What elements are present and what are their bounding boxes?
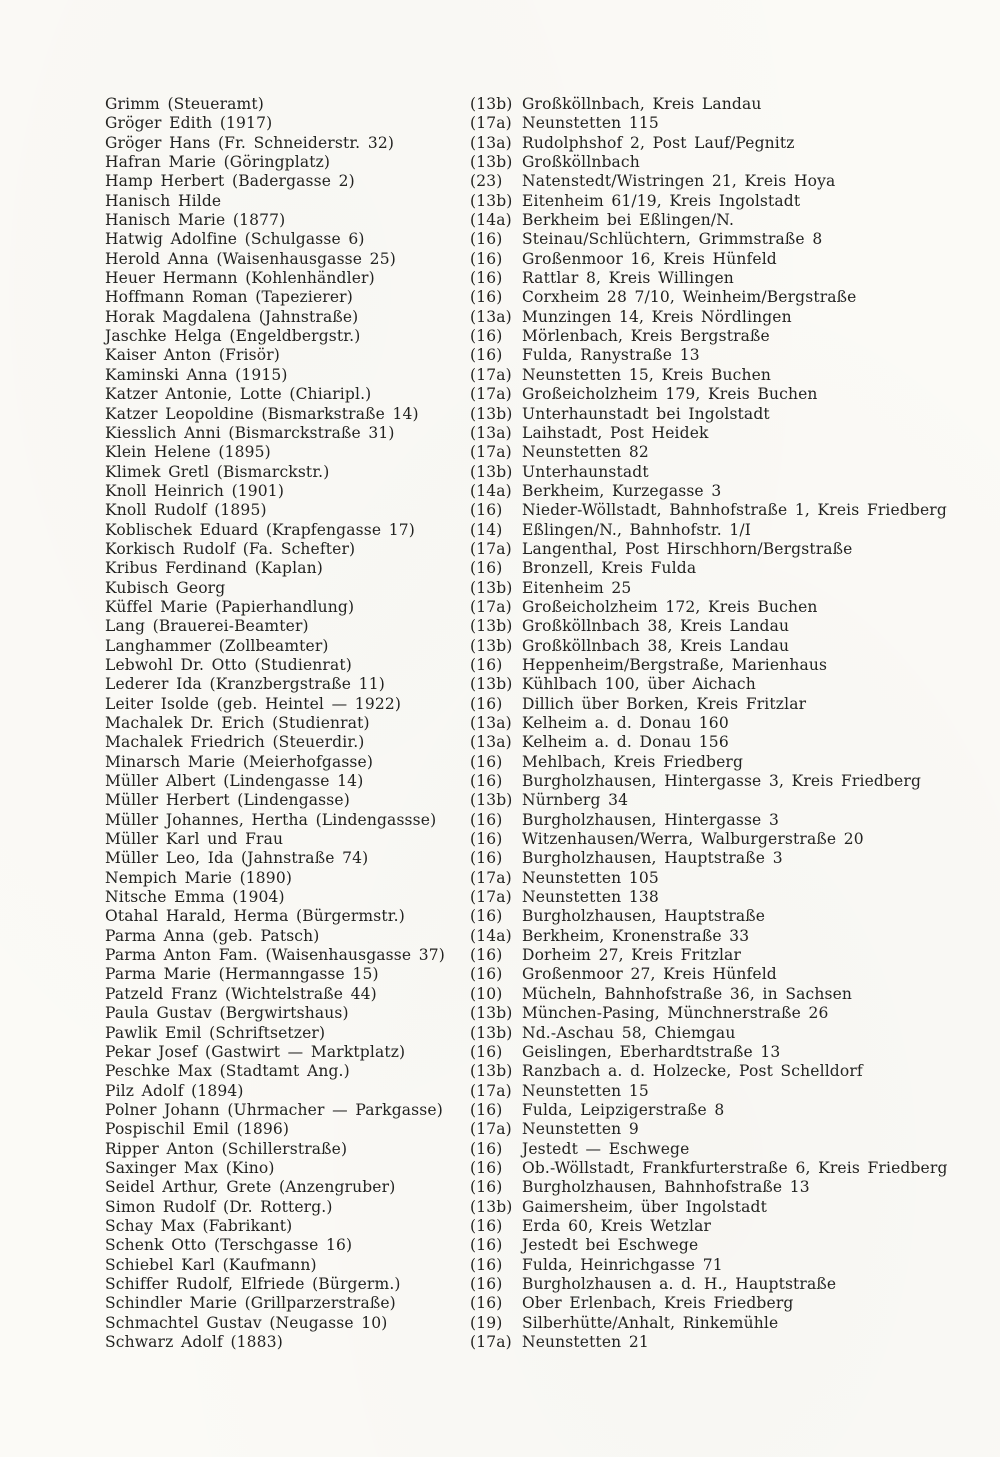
directory-entry-row <box>105 753 975 772</box>
person-name: Paula Gustav (Bergwirtshaus) <box>105 1004 349 1023</box>
person-name: Kaiser Anton (Frisör) <box>105 346 280 365</box>
directory-entry-row <box>105 1062 975 1081</box>
directory-entry-row <box>105 308 975 327</box>
postal-zone-code: (16) <box>470 907 503 926</box>
directory-entry-row <box>105 772 975 791</box>
residence-address: Silberhütte/Anhalt, Rinkemühle <box>522 1313 779 1332</box>
residence-address: Eitenheim 25 <box>522 578 632 597</box>
person-name: Minarsch Marie (Meierhofgasse) <box>105 752 374 771</box>
person-name: Müller Herbert (Lindengasse) <box>105 791 350 810</box>
residence-address: Nd.-Aschau 58, Chiemgau <box>522 1023 736 1042</box>
person-name: Knoll Heinrich (1901) <box>105 481 285 500</box>
directory-entry-row <box>105 1178 975 1197</box>
directory-entry-row <box>105 153 975 172</box>
directory-entry-row <box>105 463 975 482</box>
directory-entry-row <box>105 424 975 443</box>
postal-zone-code: (13b) <box>470 153 513 172</box>
postal-zone-code: (16) <box>470 965 503 984</box>
person-name: Kubisch Georg <box>105 578 226 597</box>
directory-entry-row <box>105 269 975 288</box>
residence-address: Mücheln, Bahnhofstraße 36, in Sachsen <box>522 984 853 1003</box>
postal-zone-code: (13b) <box>470 191 513 210</box>
postal-zone-code: (16) <box>470 327 503 346</box>
postal-zone-code: (16) <box>470 655 503 674</box>
directory-entry-row <box>105 714 975 733</box>
residence-address: Rudolphshof 2, Post Lauf/Pegnitz <box>522 133 795 152</box>
person-name: Schmachtel Gustav (Neugasse 10) <box>105 1313 388 1332</box>
directory-entry-row <box>105 1101 975 1120</box>
directory-entry-row <box>105 965 975 984</box>
postal-zone-code: (13b) <box>470 1023 513 1042</box>
residence-address: Berkheim bei Eßlingen/N. <box>522 211 735 230</box>
postal-zone-code: (17a) <box>470 1333 512 1351</box>
person-name: Pilz Adolf (1894) <box>105 1081 244 1100</box>
postal-zone-code: (13a) <box>470 714 512 732</box>
person-name: Müller Albert (Lindengasse 14) <box>105 772 364 791</box>
person-name: Müller Leo, Ida (Jahnstraße 74) <box>105 849 369 868</box>
postal-zone-code: (16) <box>470 946 503 965</box>
person-name: Saxinger Max (Kino) <box>105 1158 275 1177</box>
person-name: Pawlik Emil (Schriftsetzer) <box>105 1023 326 1042</box>
postal-zone-code: (14a) <box>470 926 512 945</box>
directory-entry-row <box>105 1333 975 1352</box>
residence-address: Neunstetten 15 <box>522 1081 649 1100</box>
directory-entry-row <box>105 869 975 888</box>
directory-entry-row <box>105 540 975 559</box>
postal-zone-code: (17a) <box>470 1120 512 1139</box>
postal-zone-code: (16) <box>470 1294 503 1313</box>
person-name: Nempich Marie (1890) <box>105 868 293 887</box>
residence-address: Großeicholzheim 172, Kreis Buchen <box>522 597 818 616</box>
postal-zone-code: (13b) <box>470 617 513 636</box>
residence-address: Burgholzhausen a. d. H., Hauptstraße <box>522 1274 837 1293</box>
residence-address: Großenmoor 16, Kreis Hünfeld <box>522 249 777 268</box>
directory-entry-row <box>105 134 975 153</box>
postal-zone-code: (16) <box>470 559 503 578</box>
person-name: Lang (Brauerei-Beamter) <box>105 617 309 636</box>
person-name: Machalek Dr. Erich (Studienrat) <box>105 714 370 732</box>
person-name: Hatwig Adolfine (Schulgasse 6) <box>105 230 365 249</box>
person-name: Machalek Friedrich (Steuerdir.) <box>105 733 365 752</box>
directory-entry-row <box>105 366 975 385</box>
residence-address: Munzingen 14, Kreis Nördlingen <box>522 307 792 326</box>
person-name: Pekar Josef (Gastwirt — Marktplatz) <box>105 1042 406 1061</box>
residence-address: Fulda, Heinrichgasse 71 <box>522 1255 723 1274</box>
person-name: Hafran Marie (Göringplatz) <box>105 153 331 172</box>
residence-address: Geislingen, Eberhardtstraße 13 <box>522 1042 781 1061</box>
person-name: Pospischil Emil (1896) <box>105 1120 290 1139</box>
residence-address: Bronzell, Kreis Fulda <box>522 559 697 578</box>
person-name: Müller Karl und Frau <box>105 830 284 849</box>
postal-zone-code: (13a) <box>470 423 512 442</box>
person-name: Leiter Isolde (geb. Heintel — 1922) <box>105 694 402 713</box>
residence-address: Dorheim 27, Kreis Fritzlar <box>522 946 742 965</box>
directory-entry-row <box>105 1256 975 1275</box>
person-name: Schindler Marie (Grillparzerstraße) <box>105 1294 396 1313</box>
postal-zone-code: (16) <box>470 752 503 771</box>
directory-entry-row <box>105 579 975 598</box>
postal-zone-code: (13b) <box>470 636 513 655</box>
postal-zone-code: (16) <box>470 772 503 791</box>
residence-address: Großenmoor 27, Kreis Hünfeld <box>522 965 777 984</box>
person-name: Lebwohl Dr. Otto (Studienrat) <box>105 655 352 674</box>
directory-entry-row <box>105 695 975 714</box>
residence-address: Dillich über Borken, Kreis Fritzlar <box>522 694 807 713</box>
postal-zone-code: (16) <box>470 1042 503 1061</box>
postal-zone-code: (16) <box>470 1178 503 1197</box>
person-name: Koblischek Eduard (Krapfengasse 17) <box>105 520 415 539</box>
residence-address: Großköllnbach 38, Kreis Landau <box>522 636 790 655</box>
residence-address: Unterhaunstadt bei Ingolstadt <box>522 404 770 423</box>
residence-address: Jestedt — Eschwege <box>522 1139 690 1158</box>
directory-entry-row <box>105 617 975 636</box>
person-name: Grimm (Steueramt) <box>105 95 264 113</box>
directory-entry-row <box>105 230 975 249</box>
person-name: Otahal Harald, Herma (Bürgermstr.) <box>105 907 405 926</box>
directory-entry-row <box>105 1275 975 1294</box>
person-name: Schay Max (Fabrikant) <box>105 1216 293 1235</box>
person-name: Katzer Antonie, Lotte (Chiaripl.) <box>105 385 372 404</box>
directory-entry-row <box>105 830 975 849</box>
residence-address: Neunstetten 115 <box>522 114 659 133</box>
person-name: Korkisch Rudolf (Fa. Schefter) <box>105 539 356 558</box>
postal-zone-code: (16) <box>470 1236 503 1255</box>
directory-entry-row <box>105 946 975 965</box>
directory-entry-row <box>105 1120 975 1139</box>
person-name: Hamp Herbert (Badergasse 2) <box>105 172 355 191</box>
directory-entry-row <box>105 849 975 868</box>
person-name: Hoffmann Roman (Tapezierer) <box>105 288 353 307</box>
postal-zone-code: (14) <box>470 520 503 539</box>
postal-zone-code: (17a) <box>470 868 512 887</box>
postal-zone-code: (13a) <box>470 133 512 152</box>
directory-entry-row <box>105 598 975 617</box>
person-name: Ripper Anton (Schillerstraße) <box>105 1139 348 1158</box>
residence-address: Neunstetten 105 <box>522 868 659 887</box>
residence-address: Erda 60, Kreis Wetzlar <box>522 1216 712 1235</box>
person-name: Seidel Arthur, Grete (Anzengruber) <box>105 1178 396 1197</box>
person-name: Klein Helene (1895) <box>105 443 271 462</box>
residence-address: Neunstetten 82 <box>522 443 649 462</box>
residence-address: Mörlenbach, Kreis Bergstraße <box>522 327 770 346</box>
residence-address: Fulda, Ranystraße 13 <box>522 346 700 365</box>
directory-entry-row <box>105 1217 975 1236</box>
person-name: Heuer Hermann (Kohlenhändler) <box>105 269 375 288</box>
residence-address: Kühlbach 100, über Aichach <box>522 675 756 694</box>
directory-entry-row <box>105 482 975 501</box>
person-name: Schiebel Karl (Kaufmann) <box>105 1255 317 1274</box>
postal-zone-code: (17a) <box>470 114 512 133</box>
postal-zone-code: (23) <box>470 172 503 191</box>
directory-entry-row <box>105 1024 975 1043</box>
postal-zone-code: (19) <box>470 1313 503 1332</box>
residence-address: Großköllnbach <box>522 153 640 172</box>
directory-entry-row <box>105 1198 975 1217</box>
residence-address: Kelheim a. d. Donau 160 <box>522 714 729 732</box>
postal-zone-code: (10) <box>470 984 503 1003</box>
person-name: Hanisch Marie (1877) <box>105 211 286 230</box>
person-name: Lederer Ida (Kranzbergstraße 11) <box>105 675 385 694</box>
postal-zone-code: (17a) <box>470 385 512 404</box>
person-name: Parma Anna (geb. Patsch) <box>105 926 320 945</box>
residence-address: Eitenheim 61/19, Kreis Ingolstadt <box>522 191 801 210</box>
person-name: Kaminski Anna (1915) <box>105 365 288 384</box>
residence-address: Rattlar 8, Kreis Willingen <box>522 269 734 288</box>
person-name: Kribus Ferdinand (Kaplan) <box>105 559 323 578</box>
person-name: Müller Johannes, Hertha (Lindengassse) <box>105 810 437 829</box>
person-name: Schenk Otto (Terschgasse 16) <box>105 1236 353 1255</box>
postal-zone-code: (13b) <box>470 462 513 481</box>
directory-entry-row <box>105 288 975 307</box>
residence-address: Burgholzhausen, Hauptstraße <box>522 907 766 926</box>
directory-entry-row <box>105 733 975 752</box>
directory-entry-row <box>105 521 975 540</box>
person-name: Patzeld Franz (Wichtelstraße 44) <box>105 984 377 1003</box>
person-name: Parma Anton Fam. (Waisenhausgasse 37) <box>105 946 445 965</box>
directory-entry-row <box>105 346 975 365</box>
postal-zone-code: (16) <box>470 849 503 868</box>
directory-entry-row <box>105 95 975 114</box>
residence-address: Kelheim a. d. Donau 156 <box>522 733 729 752</box>
directory-entry-row <box>105 192 975 211</box>
directory-entry-row <box>105 327 975 346</box>
directory-entry-row <box>105 927 975 946</box>
postal-zone-code: (17a) <box>470 365 512 384</box>
postal-zone-code: (17a) <box>470 888 512 907</box>
directory-entry-row <box>105 811 975 830</box>
residence-address: Ranzbach a. d. Holzecke, Post Schelldorf <box>522 1062 863 1081</box>
residence-address: Natenstedt/Wistringen 21, Kreis Hoya <box>522 172 836 191</box>
directory-entry-row <box>105 559 975 578</box>
person-name: Schiffer Rudolf, Elfriede (Bürgerm.) <box>105 1274 401 1293</box>
residence-address: Neunstetten 138 <box>522 888 659 907</box>
postal-zone-code: (16) <box>470 288 503 307</box>
residence-address: Unterhaunstadt <box>522 462 649 481</box>
residence-address: Burgholzhausen, Hintergasse 3 <box>522 810 779 829</box>
directory-list <box>105 95 975 1352</box>
person-name: Gröger Hans (Fr. Schneiderstr. 32) <box>105 133 395 152</box>
directory-entry-row <box>105 211 975 230</box>
postal-zone-code: (16) <box>470 1100 503 1119</box>
postal-zone-code: (17a) <box>470 443 512 462</box>
postal-zone-code: (17a) <box>470 1081 512 1100</box>
directory-entry-row <box>105 443 975 462</box>
person-name: Langhammer (Zollbeamter) <box>105 636 329 655</box>
directory-entry-row <box>105 405 975 424</box>
person-name: Schwarz Adolf (1883) <box>105 1333 283 1351</box>
directory-entry-row <box>105 907 975 926</box>
postal-zone-code: (16) <box>470 1255 503 1274</box>
postal-zone-code: (17a) <box>470 539 512 558</box>
directory-entry-row <box>105 656 975 675</box>
residence-address: Witzenhausen/Werra, Walburgerstraße 20 <box>522 830 864 849</box>
residence-address: Ob.-Wöllstadt, Frankfurterstraße 6, Kreis Friedberg <box>522 1158 948 1177</box>
postal-zone-code: (13b) <box>470 95 513 113</box>
directory-entry-row <box>105 791 975 810</box>
directory-entry-row <box>105 637 975 656</box>
residence-address: Burgholzhausen, Bahnhofstraße 13 <box>522 1178 810 1197</box>
person-name: Parma Marie (Hermanngasse 15) <box>105 965 379 984</box>
postal-zone-code: (13b) <box>470 1062 513 1081</box>
postal-zone-code: (13b) <box>470 578 513 597</box>
residence-address: München-Pasing, Münchnerstraße 26 <box>522 1004 829 1023</box>
directory-entry-row <box>105 1159 975 1178</box>
residence-address: Steinau/Schlüchtern, Grimmstraße 8 <box>522 230 823 249</box>
directory-entry-row <box>105 114 975 133</box>
postal-zone-code: (16) <box>470 1158 503 1177</box>
person-name: Hanisch Hilde <box>105 191 222 210</box>
directory-entry-row <box>105 501 975 520</box>
person-name: Gröger Edith (1917) <box>105 114 273 133</box>
person-name: Küffel Marie (Papierhandlung) <box>105 597 355 616</box>
directory-entry-row <box>105 172 975 191</box>
directory-entry-row <box>105 1236 975 1255</box>
postal-zone-code: (13a) <box>470 733 512 752</box>
residence-address: Laihstadt, Post Heidek <box>522 423 709 442</box>
residence-address: Neunstetten 15, Kreis Buchen <box>522 365 772 384</box>
residence-address: Neunstetten 21 <box>522 1333 649 1351</box>
postal-zone-code: (16) <box>470 694 503 713</box>
postal-zone-code: (16) <box>470 346 503 365</box>
directory-entry-row <box>105 888 975 907</box>
residence-address: Berkheim, Kurzegasse 3 <box>522 481 722 500</box>
postal-zone-code: (17a) <box>470 597 512 616</box>
postal-zone-code: (16) <box>470 269 503 288</box>
residence-address: Großköllnbach 38, Kreis Landau <box>522 617 790 636</box>
directory-entry-row <box>105 1004 975 1023</box>
postal-zone-code: (13b) <box>470 675 513 694</box>
residence-address: Heppenheim/Bergstraße, Marienhaus <box>522 655 828 674</box>
postal-zone-code: (14a) <box>470 211 512 230</box>
directory-entry-row <box>105 1082 975 1101</box>
postal-zone-code: (16) <box>470 1274 503 1293</box>
directory-entry-row <box>105 1314 975 1333</box>
directory-entry-row <box>105 1140 975 1159</box>
residence-address: Eßlingen/N., Bahnhofstr. 1/I <box>522 520 752 539</box>
person-name: Katzer Leopoldine (Bismarkstraße 14) <box>105 404 419 423</box>
person-name: Herold Anna (Waisenhausgasse 25) <box>105 249 396 268</box>
person-name: Klimek Gretl (Bismarckstr.) <box>105 462 330 481</box>
person-name: Horak Magdalena (Jahnstraße) <box>105 307 359 326</box>
residence-address: Berkheim, Kronenstraße 33 <box>522 926 750 945</box>
postal-zone-code: (16) <box>470 830 503 849</box>
residence-address: Langenthal, Post Hirschhorn/Bergstraße <box>522 539 853 558</box>
residence-address: Nieder-Wöllstadt, Bahnhofstraße 1, Kreis Friedberg <box>522 501 947 520</box>
directory-entry-row <box>105 985 975 1004</box>
postal-zone-code: (16) <box>470 1216 503 1235</box>
residence-address: Jestedt bei Eschwege <box>522 1236 699 1255</box>
directory-entry-row <box>105 1043 975 1062</box>
postal-zone-code: (14a) <box>470 481 512 500</box>
residence-address: Mehlbach, Kreis Friedberg <box>522 752 744 771</box>
residence-address: Burgholzhausen, Hintergasse 3, Kreis Friedberg <box>522 772 922 791</box>
residence-address: Corxheim 28 7/10, Weinheim/Bergstraße <box>522 288 857 307</box>
person-name: Kiesslich Anni (Bismarckstraße 31) <box>105 423 395 442</box>
residence-address: Ober Erlenbach, Kreis Friedberg <box>522 1294 794 1313</box>
residence-address: Gaimersheim, über Ingolstadt <box>522 1197 767 1216</box>
residence-address: Neunstetten 9 <box>522 1120 639 1139</box>
person-name: Nitsche Emma (1904) <box>105 888 285 907</box>
residence-address: Großköllnbach, Kreis Landau <box>522 95 762 113</box>
postal-zone-code: (13b) <box>470 1197 513 1216</box>
postal-zone-code: (13b) <box>470 1004 513 1023</box>
person-name: Peschke Max (Stadtamt Ang.) <box>105 1062 350 1081</box>
postal-zone-code: (16) <box>470 810 503 829</box>
person-name: Jaschke Helga (Engeldbergstr.) <box>105 327 361 346</box>
residence-address: Burgholzhausen, Hauptstraße 3 <box>522 849 783 868</box>
directory-entry-row <box>105 385 975 404</box>
postal-zone-code: (13b) <box>470 791 513 810</box>
postal-zone-code: (16) <box>470 501 503 520</box>
postal-zone-code: (13a) <box>470 307 512 326</box>
postal-zone-code: (16) <box>470 249 503 268</box>
residence-address: Großeicholzheim 179, Kreis Buchen <box>522 385 818 404</box>
postal-zone-code: (13b) <box>470 404 513 423</box>
residence-address: Nürnberg 34 <box>522 791 629 810</box>
person-name: Knoll Rudolf (1895) <box>105 501 267 520</box>
person-name: Simon Rudolf (Dr. Rotterg.) <box>105 1197 333 1216</box>
directory-entry-row <box>105 1294 975 1313</box>
postal-zone-code: (16) <box>470 1139 503 1158</box>
postal-zone-code: (16) <box>470 230 503 249</box>
directory-entry-row <box>105 675 975 694</box>
person-name: Polner Johann (Uhrmacher — Parkgasse) <box>105 1100 443 1119</box>
residence-address: Fulda, Leipzigerstraße 8 <box>522 1100 725 1119</box>
directory-entry-row <box>105 250 975 269</box>
